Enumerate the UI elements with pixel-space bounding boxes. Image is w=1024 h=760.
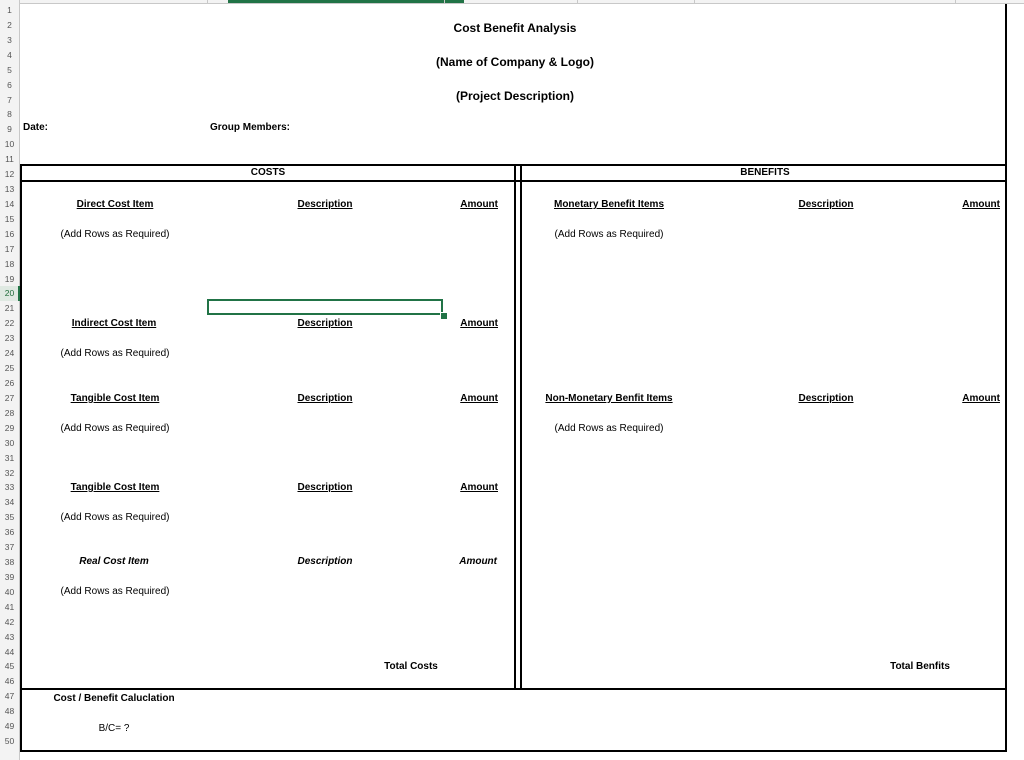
row-number-12[interactable]: 12 [4, 169, 15, 180]
monetary-benefit-items-header[interactable]: Monetary Benefit Items [553, 199, 665, 210]
row-number-10[interactable]: 10 [4, 139, 15, 150]
row-number-45[interactable]: 45 [4, 661, 15, 672]
row-number-24[interactable]: 24 [4, 348, 15, 359]
row-number-43[interactable]: 43 [4, 631, 15, 642]
column-divider [694, 0, 695, 4]
row-number-41[interactable]: 41 [4, 601, 15, 612]
date-label[interactable]: Date: [23, 122, 49, 133]
row-number-42[interactable]: 42 [4, 616, 15, 627]
row-number-13[interactable]: 13 [4, 184, 15, 195]
row-number-44[interactable]: 44 [4, 646, 15, 657]
row-number-23[interactable]: 23 [4, 333, 15, 344]
tangible-add-rows-note-2[interactable]: (Add Rows as Required) [60, 512, 170, 523]
row-number-1[interactable]: 1 [7, 5, 12, 15]
column-divider [444, 0, 445, 4]
row-number-19[interactable]: 19 [4, 273, 15, 284]
column-header[interactable] [20, 0, 1024, 4]
cost-benefit-calculation-label[interactable]: Cost / Benefit Caluclation [53, 693, 175, 704]
row-number-35[interactable]: 35 [4, 512, 15, 523]
tangible-cost-item-header[interactable]: Tangible Cost Item [70, 393, 160, 404]
row-number-16[interactable]: 16 [4, 228, 15, 239]
tangible-amount-header-2[interactable]: Amount [460, 482, 498, 493]
row-number-34[interactable]: 34 [4, 497, 15, 508]
row-number-20[interactable]: 20 [0, 286, 19, 301]
row-number-6[interactable]: 6 [7, 79, 12, 90]
row-number-32[interactable]: 32 [4, 467, 15, 478]
company-name-cell[interactable]: (Name of Company & Logo) [436, 55, 594, 69]
costs-benefits-divider [520, 164, 522, 690]
non-monetary-benefit-items-header[interactable]: Non-Monetary Benfit Items [545, 393, 673, 404]
row-number-48[interactable]: 48 [4, 706, 15, 717]
fill-handle[interactable] [440, 312, 448, 320]
monetary-description-header[interactable]: Description [798, 199, 854, 210]
row-number-9[interactable]: 9 [7, 124, 12, 135]
row-number-15[interactable]: 15 [4, 213, 15, 224]
direct-description-header[interactable]: Description [297, 199, 353, 210]
bc-ratio-formula[interactable]: B/C= ? [98, 723, 130, 734]
costs-benefits-divider [514, 164, 516, 690]
monetary-add-rows-note[interactable]: (Add Rows as Required) [554, 229, 664, 240]
row-header[interactable] [0, 0, 20, 760]
row-number-49[interactable]: 49 [4, 721, 15, 732]
real-amount-header[interactable]: Amount [459, 556, 497, 567]
selected-column-indicator [228, 0, 464, 3]
row-number-28[interactable]: 28 [4, 407, 15, 418]
costs-heading[interactable]: COSTS [250, 167, 286, 178]
real-add-rows-note[interactable]: (Add Rows as Required) [60, 586, 170, 597]
selected-cell[interactable] [207, 299, 443, 315]
row-number-4[interactable]: 4 [7, 49, 12, 60]
indirect-description-header[interactable]: Description [297, 318, 353, 329]
indirect-cost-item-header[interactable]: Indirect Cost Item [71, 318, 157, 329]
column-divider [955, 0, 956, 4]
left-border [20, 164, 22, 752]
row-number-39[interactable]: 39 [4, 571, 15, 582]
monetary-amount-header[interactable]: Amount [962, 199, 1000, 210]
row-number-2[interactable]: 2 [7, 19, 12, 30]
real-cost-item-header[interactable]: Real Cost Item [79, 556, 149, 567]
right-border [1005, 4, 1007, 752]
row-number-38[interactable]: 38 [4, 557, 15, 568]
tangible-description-header[interactable]: Description [297, 393, 353, 404]
row-number-33[interactable]: 33 [4, 482, 15, 493]
benefits-heading[interactable]: BENEFITS [740, 167, 790, 178]
tangible-add-rows-note[interactable]: (Add Rows as Required) [60, 423, 170, 434]
row-number-8[interactable]: 8 [7, 109, 12, 120]
indirect-add-rows-note[interactable]: (Add Rows as Required) [60, 348, 170, 359]
direct-cost-item-header[interactable]: Direct Cost Item [76, 199, 154, 210]
real-description-header[interactable]: Description [297, 556, 353, 567]
total-benefits-label[interactable]: Total Benfits [890, 661, 950, 672]
group-members-label[interactable]: Group Members: [210, 122, 291, 133]
column-divider [207, 0, 208, 4]
non-monetary-add-rows-note[interactable]: (Add Rows as Required) [554, 423, 664, 434]
row-number-22[interactable]: 22 [4, 318, 15, 329]
row-number-29[interactable]: 29 [4, 422, 15, 433]
direct-add-rows-note[interactable]: (Add Rows as Required) [60, 229, 170, 240]
row-number-5[interactable]: 5 [7, 64, 12, 75]
row-number-21[interactable]: 21 [4, 303, 15, 314]
calc-bottom-border [20, 750, 1007, 752]
tangible-cost-item-header-2[interactable]: Tangible Cost Item [70, 482, 160, 493]
row-number-27[interactable]: 27 [4, 392, 15, 403]
row-number-3[interactable]: 3 [7, 34, 12, 45]
project-description-cell[interactable]: (Project Description) [455, 89, 575, 103]
indirect-amount-header[interactable]: Amount [460, 318, 498, 329]
row-number-37[interactable]: 37 [4, 542, 15, 553]
row-number-17[interactable]: 17 [4, 243, 15, 254]
total-costs-label[interactable]: Total Costs [384, 661, 438, 672]
row-number-50[interactable]: 50 [4, 736, 15, 747]
row-number-26[interactable]: 26 [4, 378, 15, 388]
row-number-11[interactable]: 11 [5, 154, 14, 165]
row-number-47[interactable]: 47 [4, 691, 15, 702]
row-number-46[interactable]: 46 [4, 676, 15, 687]
non-monetary-description-header[interactable]: Description [798, 393, 854, 404]
row-number-36[interactable]: 36 [4, 527, 15, 538]
tangible-description-header-2[interactable]: Description [297, 482, 353, 493]
sheet-title[interactable]: Cost Benefit Analysis [453, 21, 577, 35]
row-number-40[interactable]: 40 [4, 586, 15, 597]
tangible-amount-header[interactable]: Amount [460, 393, 498, 404]
direct-amount-header[interactable]: Amount [460, 199, 498, 210]
row-number-30[interactable]: 30 [4, 437, 15, 448]
row-number-25[interactable]: 25 [4, 363, 15, 374]
non-monetary-amount-header[interactable]: Amount [962, 393, 1000, 404]
row-number-18[interactable]: 18 [4, 258, 15, 269]
row-number-14[interactable]: 14 [4, 198, 15, 209]
row-number-7[interactable]: 7 [7, 94, 12, 105]
row-number-31[interactable]: 31 [4, 452, 15, 463]
column-divider [577, 0, 578, 4]
